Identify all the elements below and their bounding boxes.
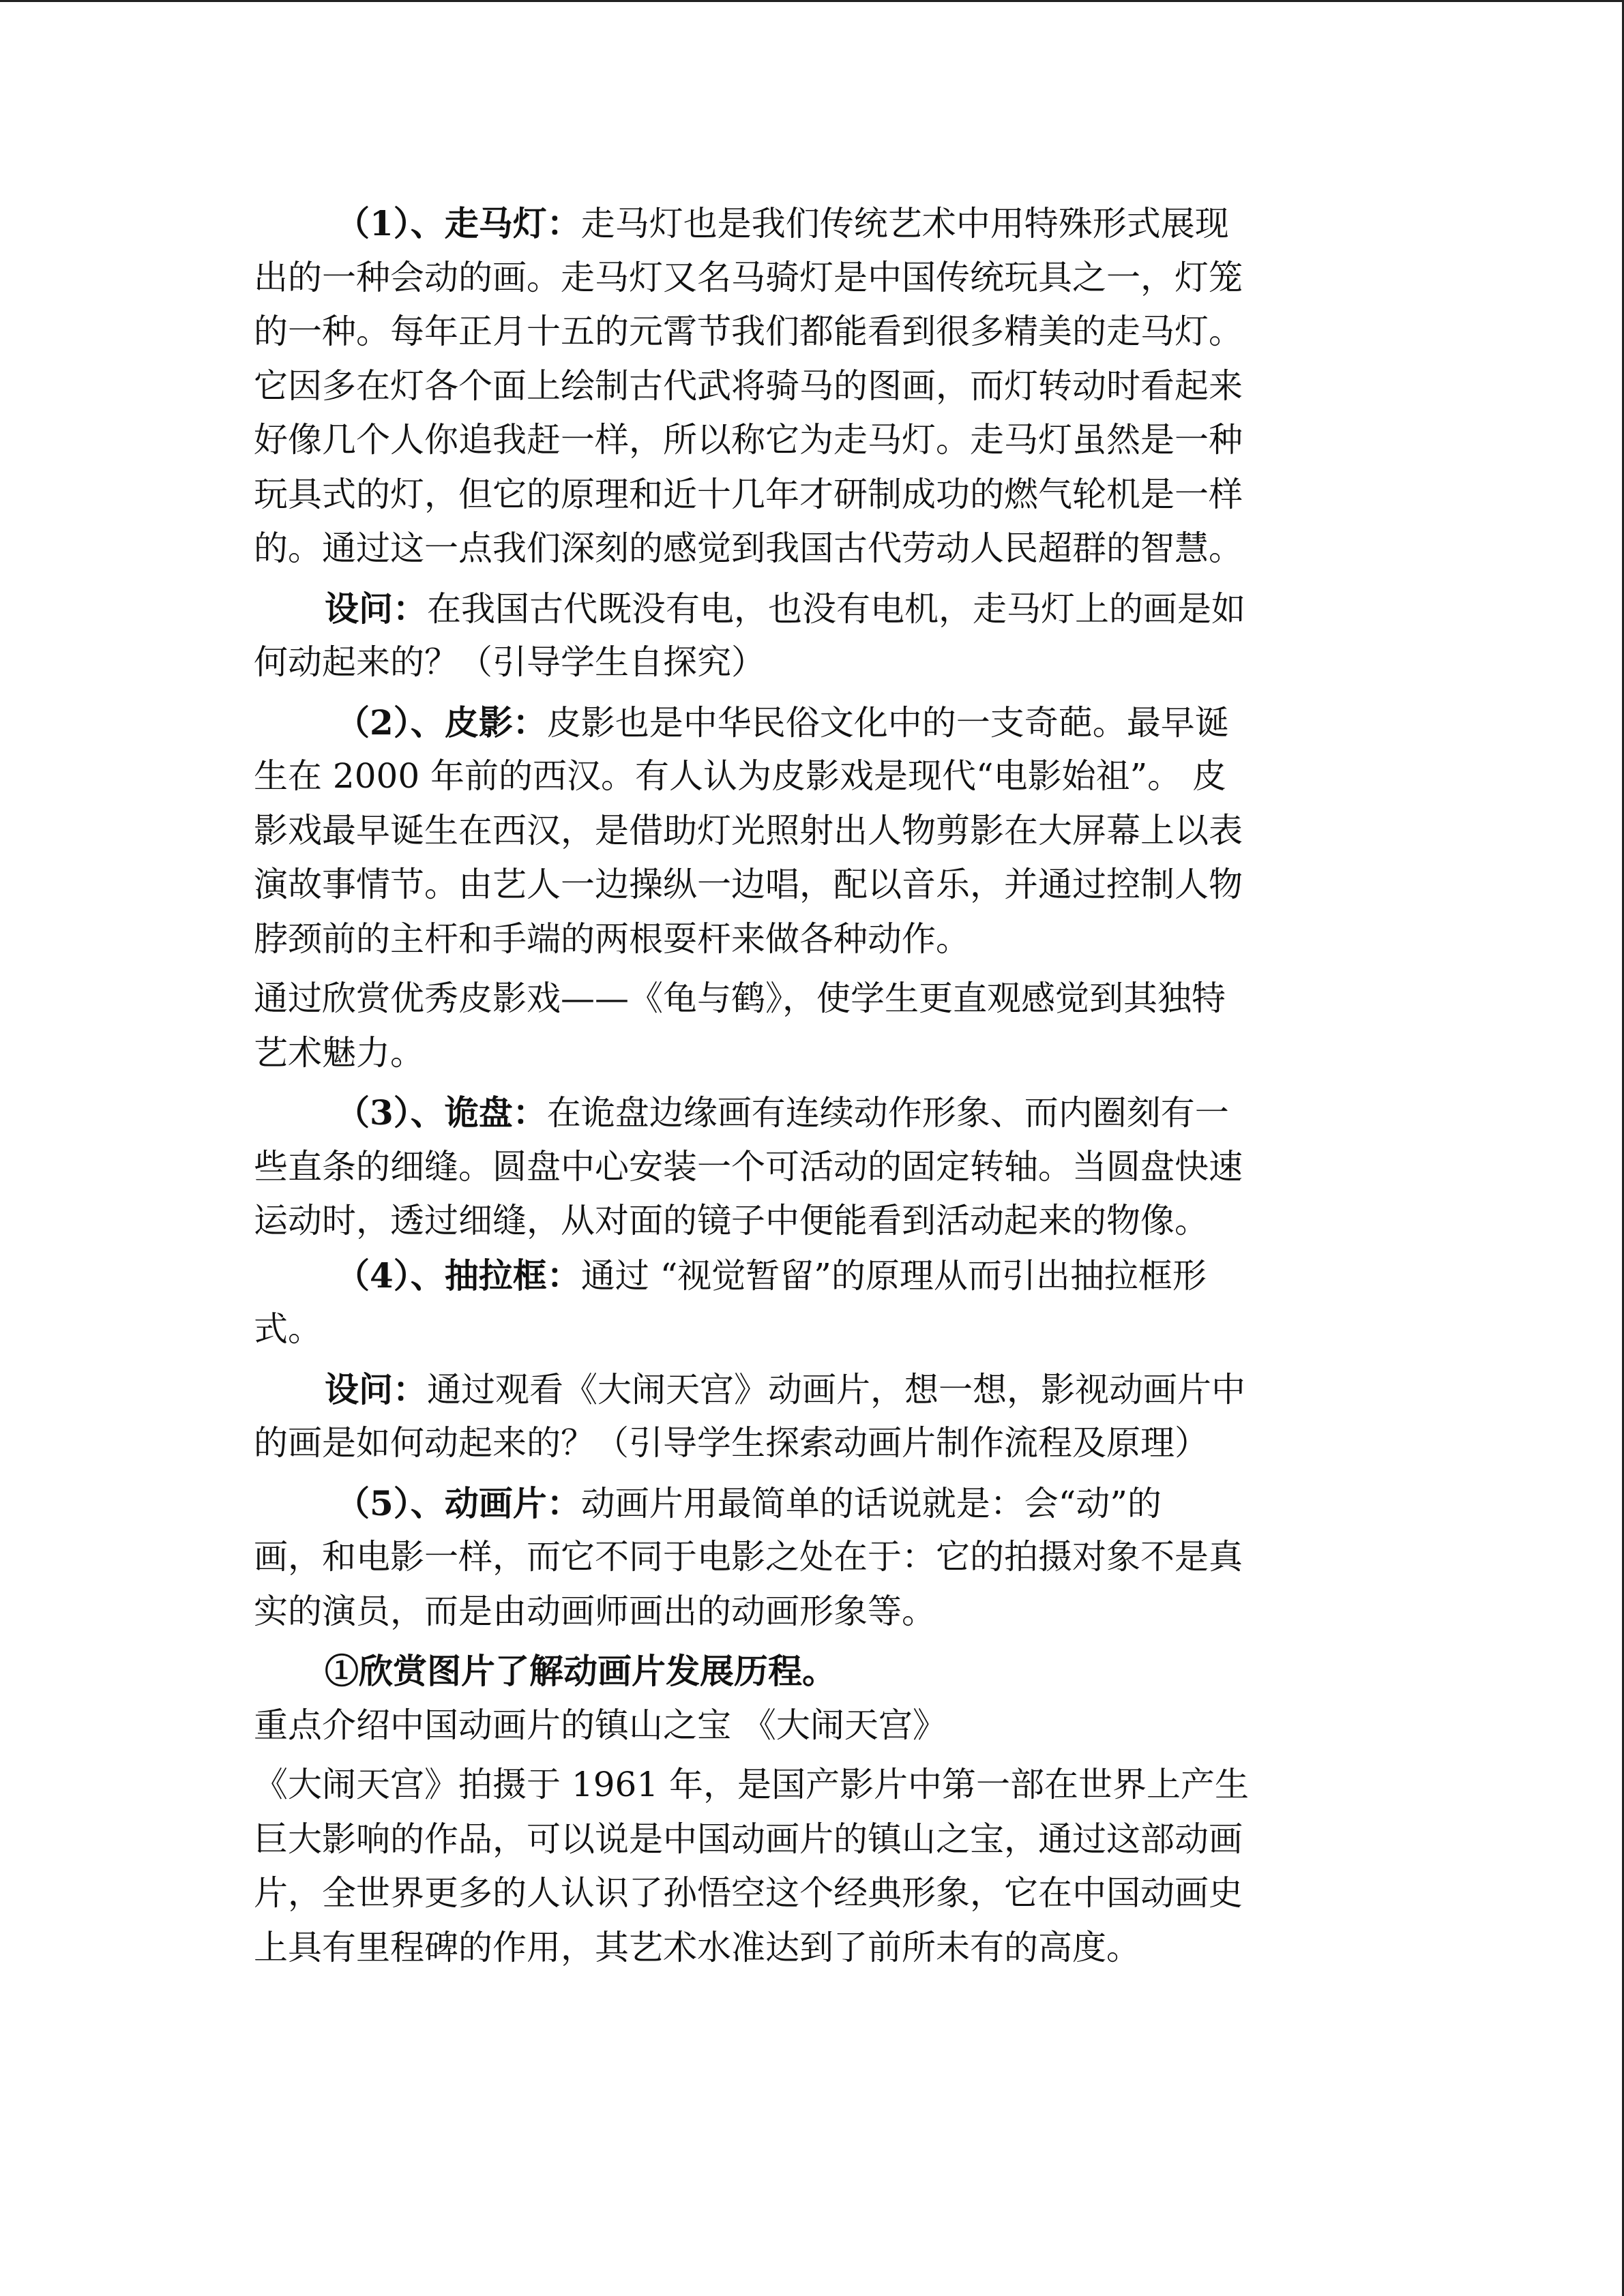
section-label: （3）、诡盘： [336,1092,547,1133]
document-body [254,196,1365,1975]
text-line: 演故事情节。由艺人一边操纵一边唱，配以音乐，并通过控制人物 [254,865,1243,904]
text-line: 运动时，透过细缝，从对面的镜子中便能看到活动起来的物像。 [254,1201,1209,1240]
text-line [254,196,1365,251]
paragraph-question-2 [254,1362,1365,1471]
text-run: 皮影也是中华民俗文化中的一支奇葩。最早诞 [546,702,1229,743]
text-run: 在我国古代既没有电，也没有电机，走马灯上的画是如 [427,588,1245,629]
text-line: 巨大影响的作品，可以说是中国动画片的镇山之宝，通过这部动画 [254,1819,1243,1859]
section-label: 设问： [325,1369,427,1410]
text-run: 在诡盘边缘画有连续动作形象、而内圈刻有一 [546,1093,1229,1133]
text-line [254,1086,1365,1140]
text-run: 走马灯也是我们传统艺术中用特殊形式展现 [580,204,1229,243]
paragraph-guipan [254,1086,1365,1249]
text-line: 的一种。每年正月十五的元霄节我们都能看到很多精美的走马灯。 [254,312,1243,351]
section-heading: ①欣赏图片了解动画片发展历程。 [325,1651,836,1691]
text-line [254,582,1365,636]
paragraph-question-1 [254,582,1365,690]
text-line: 《大闹天宫》拍摄于 1961 年，是国产影片中第一部在世界上产生 [254,1765,1250,1804]
paragraph-history-heading [254,1644,1365,1699]
text-line: 式。 [254,1309,322,1349]
text-line: 片，全世界更多的人认识了孙悟空这个经典形象，它在中国动画史 [254,1873,1243,1913]
page-top-edge [0,0,1624,2]
paragraph-piying-appreciation [254,972,1365,1080]
text-line: 通过欣赏优秀皮影戏——《龟与鹤》，使学生更直观感觉到其独特 [254,979,1226,1018]
section-label: （1）、走马灯： [336,203,581,243]
text-run: 动画片用最简单的话说就是：会“动”的 [580,1483,1162,1523]
text-line [254,696,1365,750]
text-line: 艺术魅力。 [254,1032,424,1073]
text-line [254,1249,1365,1303]
paragraph-donghuapian [254,1476,1365,1639]
text-line [254,1362,1365,1417]
text-line: 玩具式的灯，但它的原理和近十几年才研制成功的燃气轮机是一样 [254,474,1243,514]
paragraph-daotiangong-intro [254,1699,1365,1753]
text-line: 出的一种会动的画。走马灯又名马骑灯是中国传统玩具之一，灯笼 [254,257,1243,297]
section-label: （2）、皮影： [336,702,547,743]
paragraph-choulakuang [254,1249,1365,1357]
text-line: 上具有里程碑的作用，其艺术水准达到了前所未有的高度。 [254,1927,1140,1967]
text-line: 脖颈前的主杆和手端的两根耍杆来做各种动作。 [254,919,970,959]
section-label: （4）、抽拉框： [336,1255,581,1296]
text-line: 的画是如何动起来的？（引导学生探索动画片制作流程及原理） [254,1423,1209,1463]
section-label: （5）、动画片： [336,1482,581,1523]
text-line: 生在 2000 年前的西汉。有人认为皮影戏是现代“电影始祖”。 皮 [254,756,1227,796]
section-label: 设问： [325,588,427,629]
paragraph-piying [254,696,1365,967]
text-line: 的。通过这一点我们深刻的感觉到我国古代劳动人民超群的智慧。 [254,528,1243,568]
text-line: 些直条的细缝。圆盘中心安装一个可活动的固定转轴。当圆盘快速 [254,1146,1243,1187]
text-line: 何动起来的？（引导学生自探究） [254,642,765,682]
text-line: 重点介绍中国动画片的镇山之宝 《大闹天宫》 [254,1705,947,1745]
text-line: 画，和电影一样，而它不同于电影之处在于：它的拍摄对象不是真 [254,1537,1243,1577]
text-line [254,1476,1365,1531]
paragraph-zoumadeng [254,196,1365,576]
paragraph-daotiangong-detail [254,1758,1365,1975]
text-line [254,1644,1365,1699]
text-line: 影戏最早诞生在西汉，是借助灯光照射出人物剪影在大屏幕上以表 [254,810,1243,850]
text-run: 通过观看《大闹天宫》动画片，想一想，影视动画片中 [427,1369,1245,1410]
text-run: 通过 “视觉暂留”的原理从而引出抽拉框形 [580,1255,1207,1296]
text-line: 好像几个人你追我赶一样，所以称它为走马灯。走马灯虽然是一种 [254,420,1243,460]
text-line: 它因多在灯各个面上绘制古代武将骑马的图画，而灯转动时看起来 [254,366,1243,406]
text-line: 实的演员，而是由动画师画出的动画形象等。 [254,1591,936,1631]
